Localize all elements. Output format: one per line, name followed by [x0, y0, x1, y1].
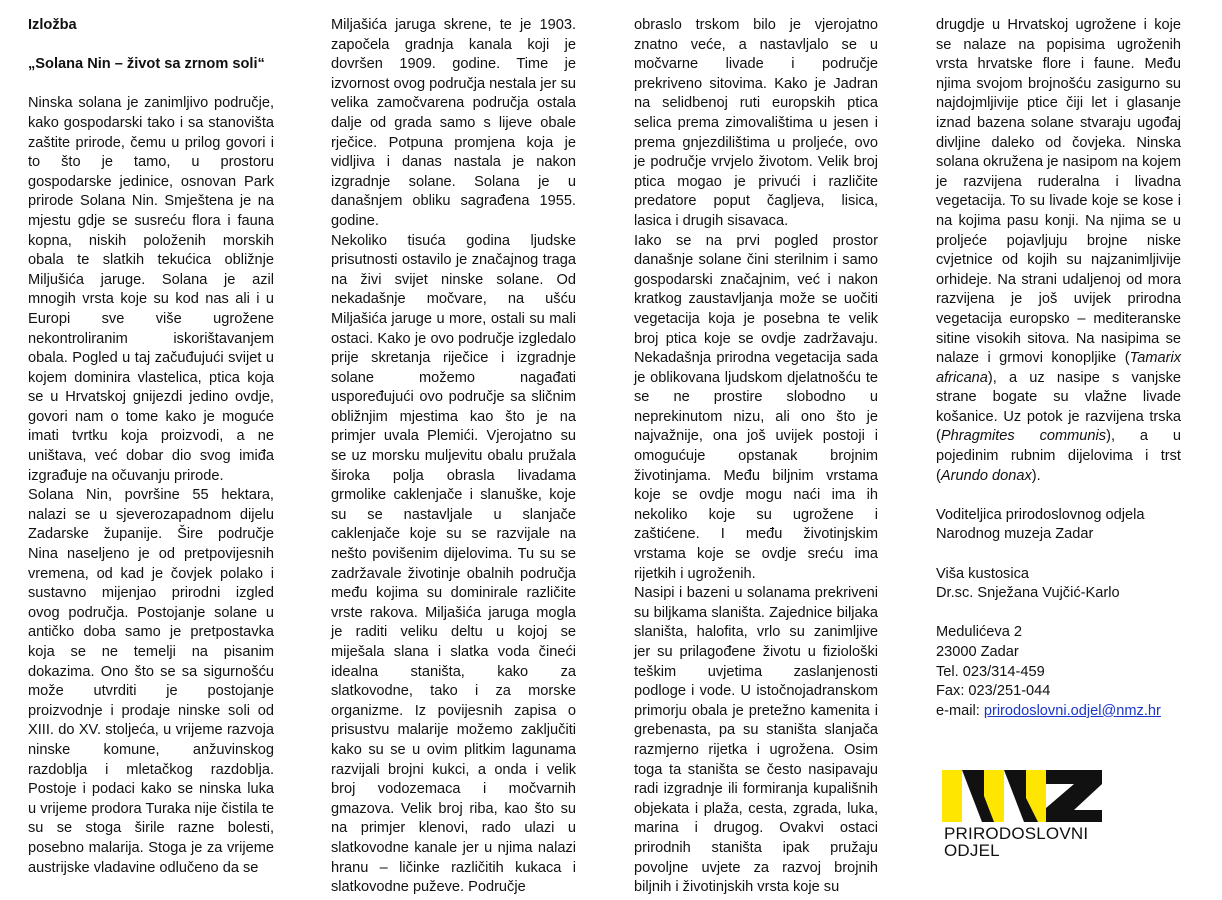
paragraph: obraslo trskom bilo je vjerojatno znatno veće, a nastavljalo se u močvarne livade i područje prekriveno sitovima. Kako je Jadran na selidbenoj ruti europskih ptica selica prema zimovalištima u jesen i prema gnjezdilištima u proljeće, ovo je područje vrvjelo životom. Velik broj ptica mogao je privući i različite predatore poput čagljeva, lisica, lasica i drugih sisavaca. — [634, 17, 878, 229]
address-city: 23000 Zadar — [936, 644, 1019, 660]
email-line: e-mail: prirodoslovni.odjel@nmz.hr — [936, 702, 1161, 719]
nmz-logo-mark — [942, 770, 1112, 826]
paragraph: Nekoliko tisuća godina ljudske prisutnosti ostavilo je značajnog traga na živi svijet ninske solane. Od nekadašnje močvare, na ušću Miljašića jaruge u more, ostali su mali ostaci. Kako je ovo područje izgledalo prije skretanja riječice i izgradnje solane možemo nagađati uspoređujući ovo područje sa sličnim obližnjim mjestima kao što je na primjer uvala Plemići. Vjerojatno su se uz morsku muljevitu obalu pružala široka polja obrasla livadama grmolike caklenjače i slanuške, koje su se nastavljale u slanjače caklenjače koje su se razvijale na nešto povišenim dijelovima. Tu su se zadržavale životinje obalnih područja među kojima su dominirale različite vrste rakova. Miljašića jaruga mogla je raditi veliku deltu u kojoj se miješala slana i slatka voda čineći idealna staništa, kako za slatkovodne, tako i za morske organizme. Iz povijesnih zapisa o prisustvu malarije možemo zaključiti kako su se u ovim plitkim lagunama razvijali brojni kukci, a onda i velik broj vodozemaca i močvarnih gmazova. Velik broj riba, kao što su na primjer klenovi, rado ulazi u slatkovodne kanale jer u njima nalazi hranu – ličinke različitih kukaca i slatkovodne puževe. Područje — [331, 232, 576, 896]
paragraph: Solana Nin, površine 55 hektara, nalazi se u sjeverozapadnom dijelu Zadarske županije. Šire područje Nina naseljeno je od pretpovijesnih vremena, od kad je čovjek polako i sustavno mijenjao prirodni izgled ovog područja. Postojanje solane u antičko doba samo je pretpostavka koja se ne temelji na pisanim dokazima. Ono što se sa sigurnošću može utvrditi je postojanje proizvodnje i prodaje ninske soli od XIII. do XV. stoljeća, u vrijeme razvoja ninske komune, anžuvinskog razdoblja i mletačkog razdoblja. Postoje i podaci kako se ninska luka u vrijeme prodora Turaka nije čistila te su se stoga širile razne bolesti, posebno malarija. Stoga je za vrijeme austrijske vladavine odlučeno da se — [28, 487, 274, 876]
column-1 — [28, 16, 274, 878]
author-role: Voditeljica prirodoslovnog odjela — [936, 506, 1145, 523]
paragraph: Nasipi i bazeni u solanama prekriveni su biljkama slaništa. Zajednice biljaka slaništa, halofita, vrlo su zanimljive jer su prilagođene životu u fiziološki teškim uvjetima zaslanjenosti podloge i vode. U istočnojadranskom primorju obala je pretežno kamenita i grebenasta, pa su staništa slanjača razmjerno rijetka i ugrožena. Osim toga ta staništa se često nasipavaju radi izgradnje ili formiranja kupališnih objekata i plaža, cesta, zgrada, luka, marina i drugog. Ovakvi ostaci prirodnih staništa ipak pružaju povoljne uvjete za razvoj brojnih biljnih i životinjskih vrsta koje su — [634, 585, 878, 896]
author-institution: Narodnog muzeja Zadar — [936, 526, 1094, 543]
address-street: Medulićeva 2 — [936, 624, 1022, 641]
column-3 — [634, 16, 878, 898]
curator-name: Dr.sc. Snježana Vujčić-Karlo — [936, 585, 1120, 602]
paragraph: Miljašića jaruga skrene, te je 1903. započela gradnja kanala koji je dovršen 1909. godine. Time je izvornost ovog područja nestala jer su velika zamočvarena područja ostala dalje od grada samo s lijeve obale rječice. Potpuna promjena koja je vidljiva i danas nastala je nakon izgradnje solane. Solana je u današnjem obliku sagrađena 1955. godine. — [331, 17, 576, 229]
paragraph: Ninska solana je zanimljivo područje, kako gospodarski tako i sa stanovišta zaštite prirode, čemu u prilog govori i to što je tamo, u prostoru gospodarske jedinice, osnovan Park prirode Solana Nin. Smještena je na mjestu gdje se susreću flora i fauna kopna, niskih položenih morskih obala te slatkih tekućica obližnje Miljušića jaruge. Solana je azil mnogih vrsta koje su kod nas ali i u Europi sve više ugrožene nekontroliranim iskorištavanjem obala. Pogled u taj začuđujući svijet u kojem dominira vlastelica, ptica koja se u Hrvatskoj gnijezdi jedino ovdje, govori nam o tome kako je moguće imati tvrtku koja proizvodi, a ne uništava, već dobar dio svog imiđa izgrađuje na očuvanju prirode. — [28, 95, 274, 484]
column-2 — [331, 16, 576, 898]
latin-name: Tamarix africana — [936, 350, 1181, 386]
logo-caption: PRIRODOSLOVNI ODJEL — [944, 824, 1089, 860]
latin-name: Arundo donax — [940, 467, 1032, 484]
museum-logo — [942, 770, 1112, 862]
paragraph: drugdje u Hrvatskoj ugrožene i koje se nalaze na popisima ugroženih vrsta hrvatske flore i faune. Među njima svojom brojnošću zasigurno su najdojmljivije ptice čiji let i glasanje iznad bazena solane stvaraju ugođaj divljine daleko od čovjeka. Ninska solana okružena je nasipom na kojem je razvijena ruderalna i livadna vegetacija. To su livade koje se kose i na kojima pasu konji. Na njima se u proljeće pojavljuju brojne niske cvjetnice od kojih su najzanimljivije orhideje. Na strani udaljenoj od mora razvijena je još uvijek prirodna vegetacija europsko – mediteranske sitine visokih sitova. Na nasipima se nalaze i grmovi konopljike (Tamarix africana), a uz nasipe s vanjske strane bogate su vlažne livade košanice. Uz potok je razvijena trska (Phragmites communis), a u pojedinim rubnim dijelovima i trst (Arundo donax). — [936, 17, 1181, 484]
column-4 — [936, 16, 1181, 721]
paragraph: Iako se na prvi pogled prostor današnje solane čini sterilnim i samo gospodarski značajnim, već i nakon kratkog zaustavljanja može se uočiti vegetacija koja je posebna te velik broj ptica koje se ovdje zadržavaju. Nekadašnja prirodna vegetacija sada je oblikovana ljudskom djelatnošću te se ne prostire slobodno u neprekinutom nizu, ali ono što je najvažnije, ona još uvijek postoji i omogućuje opstanak brojnim životinjama. Među biljnim vrstama koje se ovdje mogu naći ima ih nekoliko koje su ugrožene i zaštićene. I među životinjskim vrstama koje se ovdje sreću ima rijetkih i ugroženih. — [634, 232, 878, 582]
exhibition-title: „Solana Nin – život sa zrnom soli“ — [28, 56, 265, 73]
email-link[interactable]: prirodoslovni.odjel@nmz.hr — [983, 702, 1161, 719]
phone-number: Tel. 023/314-459 — [936, 663, 1045, 680]
exhibition-heading: Izložba — [28, 17, 77, 33]
latin-name: Phragmites communis — [940, 428, 1107, 445]
curator-title: Viša kustosica — [936, 565, 1030, 582]
fax-number: Fax: 023/251-044 — [936, 683, 1051, 700]
